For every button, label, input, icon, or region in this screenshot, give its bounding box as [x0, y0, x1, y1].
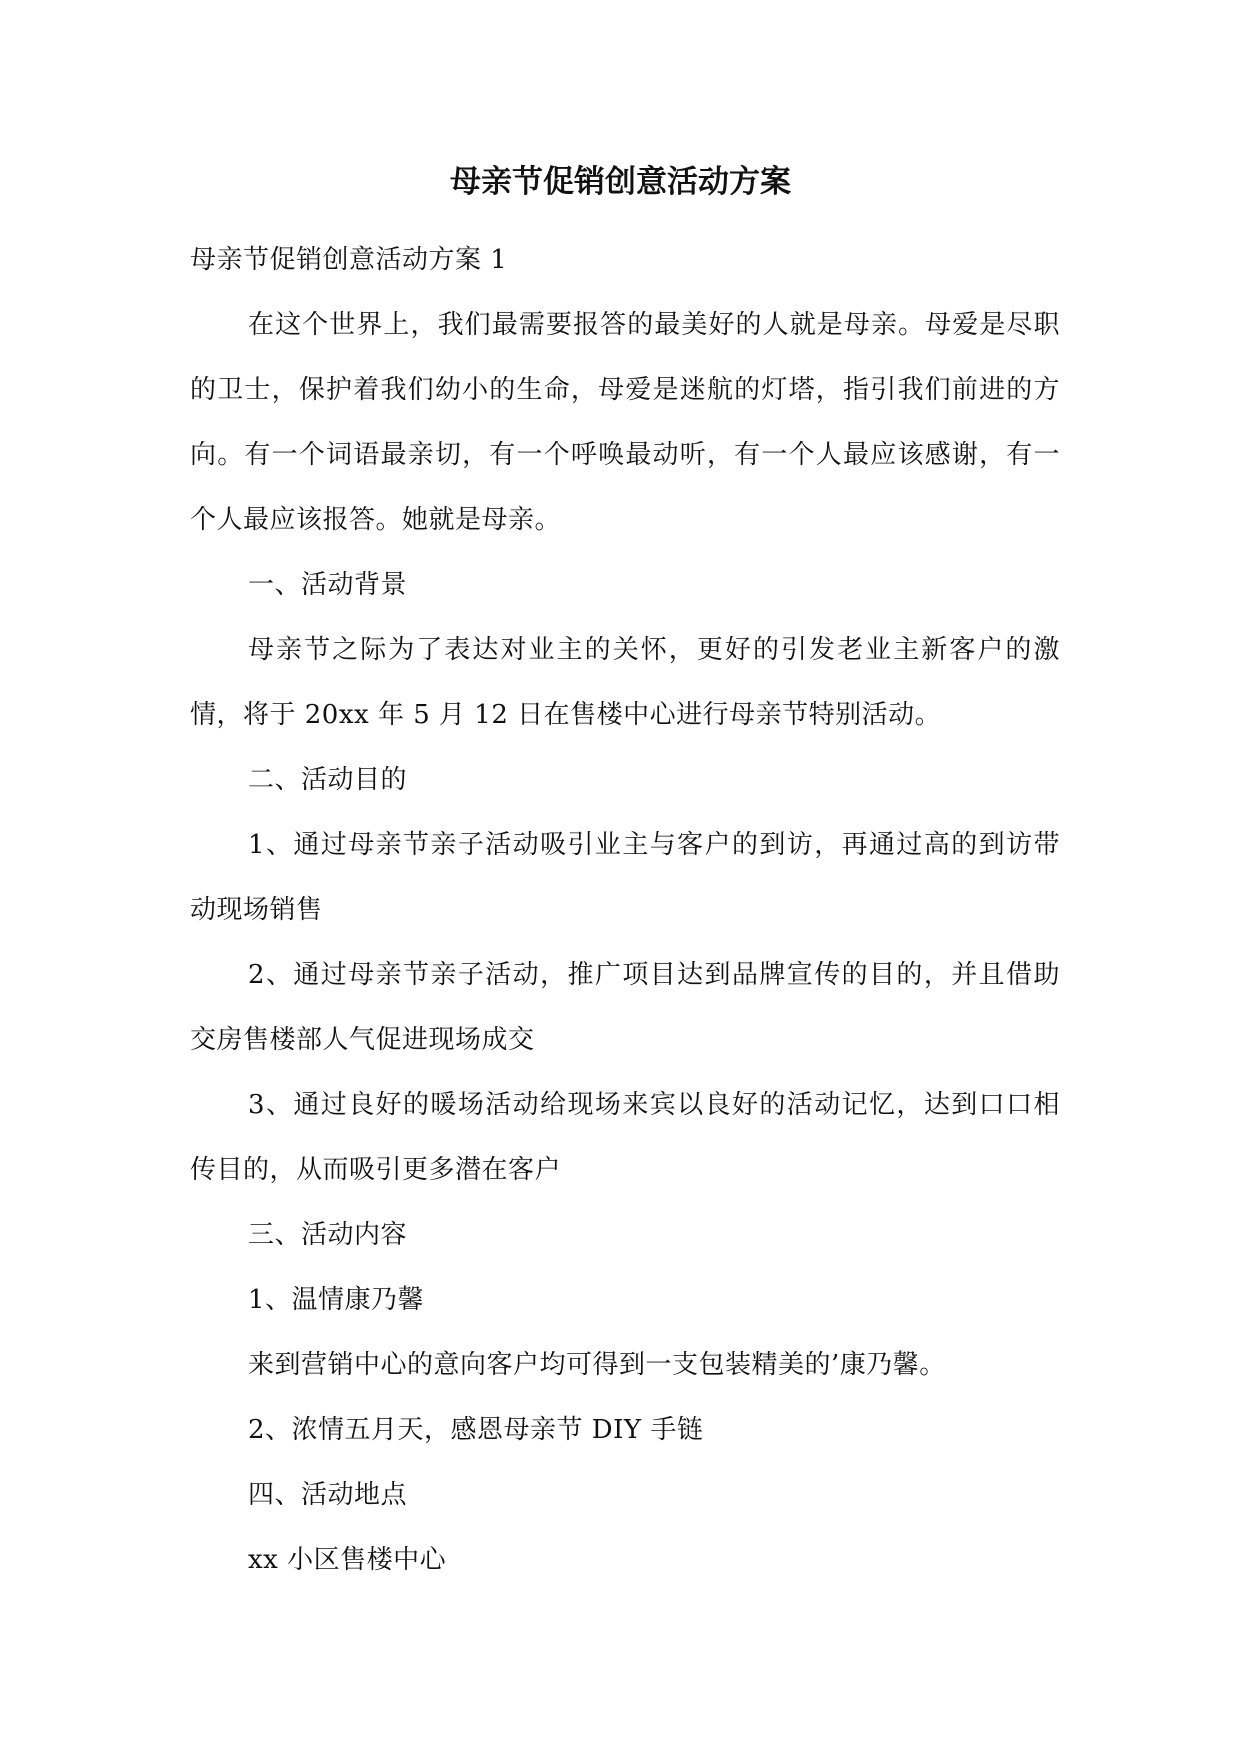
section-heading-background: 一、活动背景 — [248, 570, 408, 600]
purpose-item-2: 2、通过母亲节亲子活动，推广项目达到品牌宣传的目的，并且借助交房售楼部人气促进现场成交 — [190, 960, 1060, 1055]
document-body — [190, 228, 1060, 1593]
section-subtitle: 母亲节促销创意活动方案 1 — [190, 245, 508, 275]
purpose-item-1: 1、通过母亲节亲子活动吸引业主与客户的到访，再通过高的到访带动现场销售 — [190, 830, 1060, 925]
section-heading-purpose: 二、活动目的 — [248, 765, 408, 795]
purpose-item-3: 3、通过良好的暖场活动给现场来宾以良好的活动记忆，达到口口相传目的，从而吸引更多潜在客户 — [190, 1090, 1060, 1185]
location-paragraph: xx 小区售楼中心 — [248, 1545, 447, 1575]
content-item-1: 1、温情康乃馨 — [248, 1285, 425, 1315]
content-item-2: 2、浓情五月天，感恩母亲节 DIY 手链 — [248, 1415, 704, 1445]
section-heading-location: 四、活动地点 — [248, 1480, 408, 1510]
section-heading-content: 三、活动内容 — [248, 1220, 408, 1250]
background-paragraph: 母亲节之际为了表达对业主的关怀，更好的引发老业主新客户的激情，将于 20xx 年 5 月 12 日在售楼中心进行母亲节特别活动。 — [190, 635, 1060, 730]
document-title: 母亲节促销创意活动方案 — [450, 164, 791, 200]
intro-paragraph: 在这个世界上，我们最需要报答的最美好的人就是母亲。母爱是尽职的卫士，保护着我们幼小的生命，母爱是迷航的灯塔，指引我们前进的方向。有一个词语最亲切，有一个呼唤最动听，有一个人最应该感谢，有一个人最应该报答。她就是母亲。 — [190, 310, 1060, 535]
content-item-1-detail: 来到营销中心的意向客户均可得到一支包装精美的’康乃馨。 — [248, 1350, 946, 1380]
